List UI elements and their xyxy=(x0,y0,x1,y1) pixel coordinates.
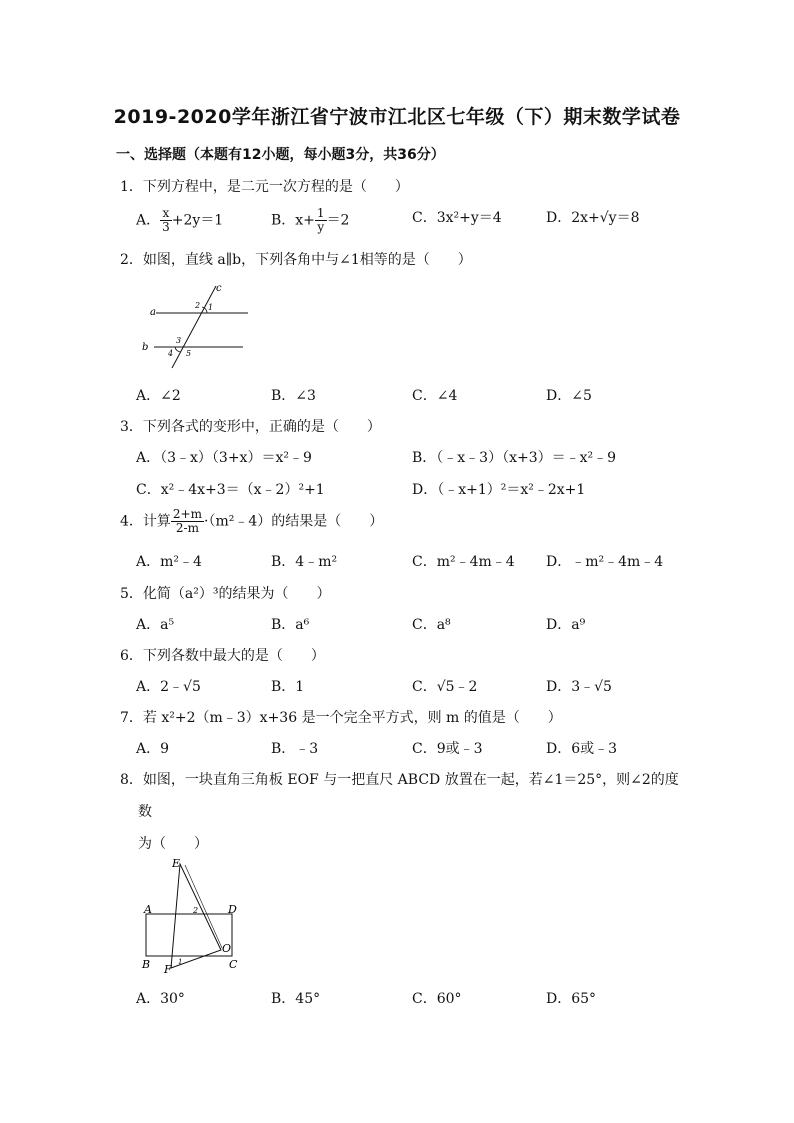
section-heading: 一、选择题（本题有12小题，每小题3分，共36分） xyxy=(116,147,445,163)
label-b: B xyxy=(142,958,151,971)
label-angle-3: 3 xyxy=(176,336,182,345)
q4-option-c[interactable]: C．m²﹣4m﹣4 xyxy=(412,554,515,570)
q5-option-d[interactable]: D．a⁹ xyxy=(546,617,586,633)
label-d: D xyxy=(228,903,237,916)
label-angle-1: 1 xyxy=(208,303,214,312)
question-7-stem: 7．若 x²+2（m﹣3）x+36 是一个完全平方式，则 m 的值是（ ） xyxy=(120,710,562,726)
q5-option-b[interactable]: B．a⁶ xyxy=(271,617,310,633)
q3-option-c[interactable]: C．x²﹣4x+3＝（x﹣2）²+1 xyxy=(136,482,325,498)
q8-option-a[interactable]: A．30° xyxy=(136,991,185,1007)
q7-option-d[interactable]: D．6或﹣3 xyxy=(546,741,618,757)
question-6-options xyxy=(136,676,696,700)
q1-option-c[interactable]: C．3x²+y＝4 xyxy=(412,210,502,226)
question-2-stem: 2．如图，直线 a∥b，下列各角中与∠1相等的是（ ） xyxy=(120,252,472,268)
label-line-c: c xyxy=(216,283,222,294)
q5-option-c[interactable]: C．a⁸ xyxy=(412,617,451,633)
q4-option-b[interactable]: B．4﹣m² xyxy=(271,554,338,570)
q1-option-d[interactable]: D．2x+√y＝8 xyxy=(546,210,640,226)
q5-option-a[interactable]: A．a⁵ xyxy=(136,617,175,633)
q8-option-b[interactable]: B．45° xyxy=(271,991,321,1007)
question-8-options xyxy=(136,988,696,1012)
q3-option-b[interactable]: B．（﹣x﹣3）（x+3）＝﹣x²﹣9 xyxy=(412,450,617,466)
question-3-options-row1 xyxy=(136,447,696,471)
question-4-options xyxy=(136,551,696,575)
label-e: E xyxy=(172,857,181,870)
q6-option-d[interactable]: D．3﹣√5 xyxy=(546,679,612,695)
q8-option-d[interactable]: D．65° xyxy=(546,991,597,1007)
q2-option-c[interactable]: C．∠4 xyxy=(412,388,458,404)
label-angle-2: 2 xyxy=(195,301,201,310)
figure-parallel-lines xyxy=(136,280,261,374)
q7-option-a[interactable]: A．9 xyxy=(136,741,170,757)
label-angle-4: 4 xyxy=(168,349,174,358)
q3-option-a[interactable]: A．（3﹣x）（3+x）＝x²﹣9 xyxy=(136,450,312,466)
question-6-stem: 6．下列各数中最大的是（ ） xyxy=(120,648,325,664)
label-f: F xyxy=(164,963,172,975)
q3-option-d[interactable]: D．（﹣x+1）²＝x²﹣2x+1 xyxy=(412,482,586,498)
fraction: $\frac{x}{3}$ xyxy=(162,206,170,234)
q6-option-b[interactable]: B．1 xyxy=(271,679,305,695)
label-c: C xyxy=(229,958,238,971)
question-5-options xyxy=(136,614,696,638)
q7-option-c[interactable]: C．9或﹣3 xyxy=(412,741,483,757)
q2-option-d[interactable]: D．∠5 xyxy=(546,388,592,404)
q7-option-b[interactable]: B．﹣3 xyxy=(271,741,319,757)
label-o: O xyxy=(222,942,232,955)
question-7-options xyxy=(136,738,696,762)
figure-triangle-ruler xyxy=(138,855,248,979)
question-8-stem-cont: 数 xyxy=(138,804,152,820)
question-1-stem: 1．下列方程中，是二元一次方程的是（ ） xyxy=(120,179,409,195)
q6-option-a[interactable]: A．2﹣√5 xyxy=(136,679,201,695)
q2-option-b[interactable]: B．∠3 xyxy=(271,388,316,404)
question-2-options xyxy=(136,385,696,409)
q1-option-b[interactable]: B．x+ $\frac{1}{y}$ ＝2 xyxy=(271,206,350,234)
q8-option-c[interactable]: C．60° xyxy=(412,991,462,1007)
fraction: $\frac{1}{y}$ xyxy=(316,206,325,234)
label-angle-5: 5 xyxy=(186,349,192,358)
question-8-stem-cont2: 为（ ） xyxy=(138,836,208,852)
question-1-options xyxy=(136,206,696,234)
question-3-options-row2 xyxy=(136,479,696,503)
question-8-stem: 8．如图，一块直角三角板 EOF 与一把直尺 ABCD 放置在一起，若∠1＝25°，则∠2的度 xyxy=(120,772,679,788)
label-a: A xyxy=(144,903,152,916)
q2-option-a[interactable]: A．∠2 xyxy=(136,388,181,404)
fraction: $\frac{2+m}{2-m}$ xyxy=(172,507,202,535)
q4-option-d[interactable]: D．﹣m²﹣4m﹣4 xyxy=(546,554,664,570)
question-3-stem: 3．下列各式的变形中，正确的是（ ） xyxy=(120,419,381,435)
q6-option-c[interactable]: C．√5﹣2 xyxy=(412,679,478,695)
label-line-a: a xyxy=(150,307,156,318)
label-line-b: b xyxy=(142,342,149,353)
question-4-stem: 4．计算 $\frac{2+m}{2-m}$ ·（m²﹣4）的结果是（ ） xyxy=(120,507,384,535)
page-title: 2019-2020学年浙江省宁波市江北区七年级（下）期末数学试卷 xyxy=(113,106,681,128)
q1-option-a[interactable]: A． $\frac{x}{3}$ +2y＝1 xyxy=(136,206,224,234)
q4-option-a[interactable]: A．m²﹣4 xyxy=(136,554,202,570)
question-5-stem: 5．化简（a²）³的结果为（ ） xyxy=(120,586,331,602)
label-angle-2: 2 xyxy=(193,906,199,915)
label-angle-1: 1 xyxy=(178,958,183,966)
